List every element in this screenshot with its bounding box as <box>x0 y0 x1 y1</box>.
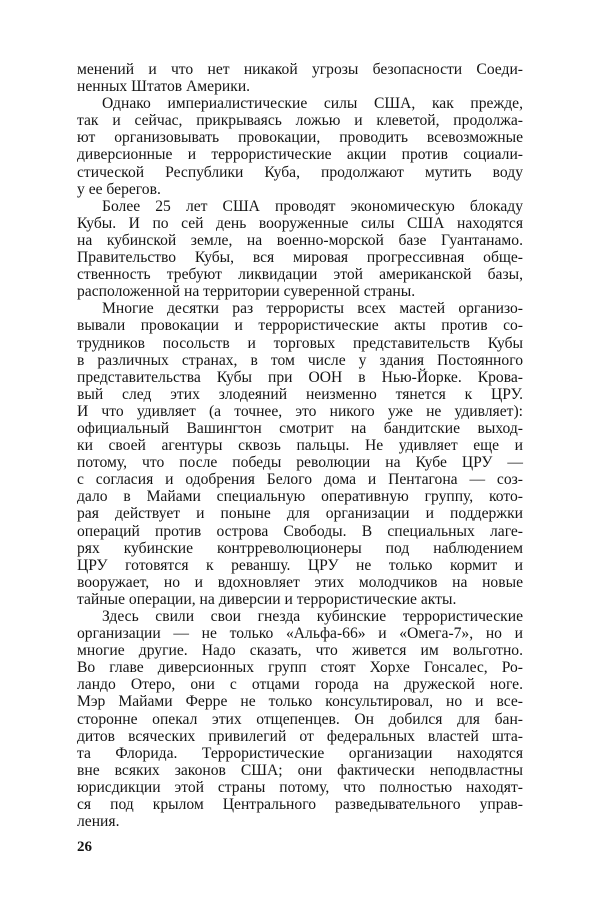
text-line: Кубы. И по сей день вооруженные силы США находятся <box>77 214 523 232</box>
text-line: диверсионные и террористические акции против социали- <box>77 146 523 164</box>
text-line: трудников посольств и торговых представительств Кубы <box>77 334 523 352</box>
text-line: ления. <box>77 813 120 831</box>
text-line: сторонне опекал этих отщепенцев. Он добился для бан- <box>77 710 523 728</box>
text-line: ненных Штатов Америки. <box>77 78 251 96</box>
text-line: И что удивляет (а точнее, это никого уже не удивляет): <box>77 402 523 420</box>
text-line: ки своей агентуры сквозь пальцы. Не удивляет еще и <box>77 437 523 455</box>
text-line: многие другие. Надо сказать, что живется им вольготно. <box>77 642 523 660</box>
paragraph <box>77 61 523 95</box>
text-line: ландо Отеро, они с отцами города на дружеской ноге. <box>77 676 523 694</box>
text-line: менений и что нет никакой угрозы безопасности Соеди- <box>77 61 523 78</box>
paragraph <box>77 608 523 830</box>
text-line: юрисдикции этой страны потому, что полностью находят- <box>77 778 523 796</box>
text-line: стической Республики Куба, продолжают мутить воду <box>77 163 523 181</box>
text-line: Правительство Кубы, вся мировая прогрессивная обще- <box>77 249 523 267</box>
text-line: вывали провокации и террористические акты против со- <box>77 317 523 335</box>
text-line: у ее берегов. <box>77 180 161 198</box>
text-line: расположенной на территории суверенной страны. <box>77 283 416 301</box>
text-line: ЦРУ готовятся к реваншу. ЦРУ не только кормит и <box>77 556 523 574</box>
text-line: официальный Вашингтон смотрит на бандитские выход- <box>77 419 523 437</box>
text-line: тайные операции, на диверсии и террористические акты. <box>77 590 457 608</box>
paragraph <box>77 198 523 301</box>
text-line: так и сейчас, прикрываясь ложью и клеветой, продолжа- <box>77 112 523 130</box>
text-line: ся под крылом Центрального разведывательного управ- <box>77 796 523 814</box>
text-line: операций против острова Свободы. В специальных лаге- <box>77 522 523 540</box>
paragraph <box>77 300 523 608</box>
text-line: ют организовывать провокации, проводить всевозможные <box>77 129 523 147</box>
text-line: Более 25 лет США проводят экономическую блокаду <box>102 197 523 215</box>
text-line: дитов всяческих привилегий от федеральных властей шта- <box>77 727 523 745</box>
text-line: та Флорида. Террористические организации находятся <box>77 744 523 762</box>
text-line: с согласия и одобрения Белого дома и Пентагона — соз- <box>77 471 523 489</box>
text-line: рая действует и поныне для организации и поддержки <box>77 505 523 523</box>
text-line: ственность требуют ликвидации этой американской базы, <box>77 266 523 284</box>
text-line: вый след этих злодеяний неизменно тянется к ЦРУ. <box>77 385 523 403</box>
text-line: в различных странах, в том числе у здания Постоянного <box>77 351 523 369</box>
text-line: Во главе диверсионных групп стоят Хорхе Гонсалес, Ро- <box>77 659 523 677</box>
text-line: Мэр Майами Ферре не только консультировал, но и все- <box>77 693 523 711</box>
text-line: Здесь свили свои гнезда кубинские террористические <box>102 608 523 625</box>
text-line: рях кубинские контрреволюционеры под наблюдением <box>77 539 523 557</box>
text-line: Многие десятки раз террористы всех мастей организо- <box>102 300 523 318</box>
text-line: вооружает, но и вдохновляет этих молодчиков на новые <box>77 573 523 591</box>
text-line: Однако империалистические силы США, как прежде, <box>102 95 523 113</box>
text-line: на кубинской земле, на военно-морской базе Гуантанамо. <box>77 231 523 249</box>
page-number: 26 <box>77 839 92 855</box>
text-line: представительства Кубы при ООН в Нью-Йорке. Крова- <box>77 368 523 386</box>
paragraph <box>77 95 523 198</box>
text-line: потому, что после победы революции на Кубе ЦРУ — <box>77 454 523 472</box>
text-line: вне всяких законов США; они фактически неподвластны <box>77 761 523 779</box>
text-line: организации — не только «Альфа-66» и «Омега-7», но и <box>77 625 523 643</box>
page-body-text <box>77 61 523 830</box>
text-line: дало в Майами специальную оперативную группу, кото- <box>77 488 523 506</box>
